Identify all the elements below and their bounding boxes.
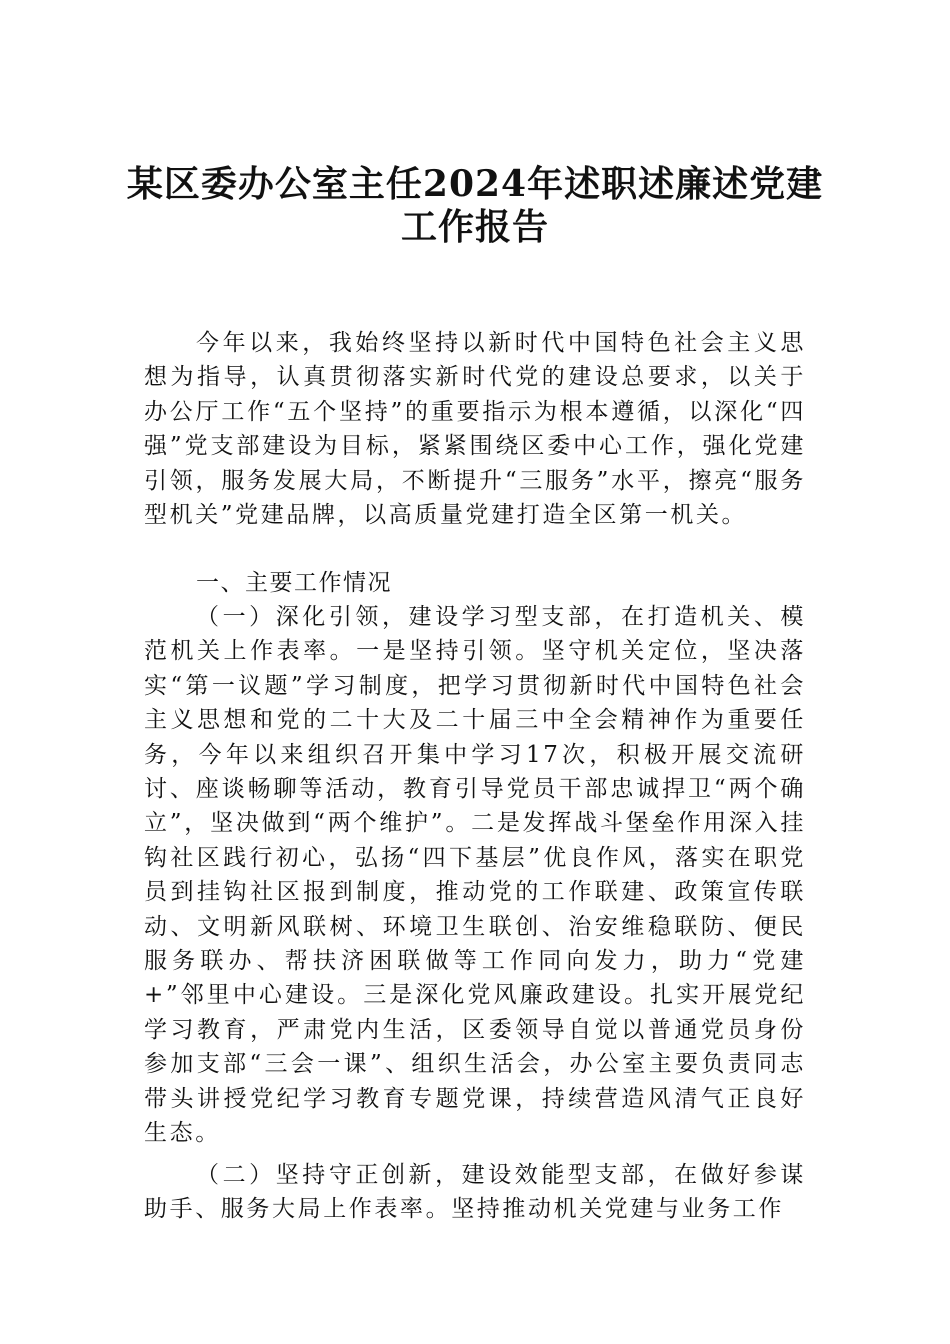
section-1-paragraph-2: （二）坚持守正创新，建设效能型支部，在做好参谋助手、服务大局上作表率。坚持推动机关党建与业务工作 <box>144 1162 806 1223</box>
section-1-heading-block <box>144 566 806 600</box>
section-1-heading: 一、主要工作情况 <box>196 570 392 596</box>
section-1-paragraph-2-block <box>144 1158 806 1227</box>
document-title-line-2: 工作报告 <box>400 206 549 248</box>
intro-block <box>144 326 806 532</box>
intro-paragraph: 今年以来，我始终坚持以新时代中国特色社会主义思想为指导，认真贯彻落实新时代党的建设总要求，以关于办公厅工作“五个坚持”的重要指示为根本遵循，以深化“四强”党支部建设为目标，紧紧围绕区委中心工作，强化党建引领，服务发展大局，不断提升“三服务”水平，擦亮“服务型机关”党建品牌，以高质量党建打造全区第一机关。 <box>144 330 806 529</box>
section-1-paragraph-1-block <box>144 600 806 1151</box>
section-1-paragraph-1: （一）深化引领，建设学习型支部，在打造机关、模范机关上作表率。一是坚持引领。坚守机关定位，坚决落实“第一议题”学习制度，把学习贯彻新时代中国特色社会主义思想和党的二十大及二十届三中全会精神作为重要任务，今年以来组织召开集中学习17次，积极开展交流研讨、座谈畅聊等活动，教育引导党员干部忠诚捍卫“两个确立”，坚决做到“两个维护”。二是发挥战斗堡垒作用深入挂钩社区践行初心，弘扬“四下基层”优良作风，落实在职党员到挂钩社区报到制度，推动党的工作联建、政策宣传联动、文明新风联树、环境卫生联创、治安维稳联防、便民服务联办、帮扶济困联做等工作同向发力，助力“党建+”邻里中心建设。三是深化党风廉政建设。扎实开展党纪学习教育，严肃党内生活，区委领导自觉以普通党员身份参加支部“三会一课”、组织生活会，办公室主要负责同志带头讲授党纪学习教育专题党课，持续营造风清气正良好生态。 <box>144 604 806 1147</box>
document-title-line-1: 某区委办公室主任2024年述职述廉述党建 <box>126 163 824 205</box>
